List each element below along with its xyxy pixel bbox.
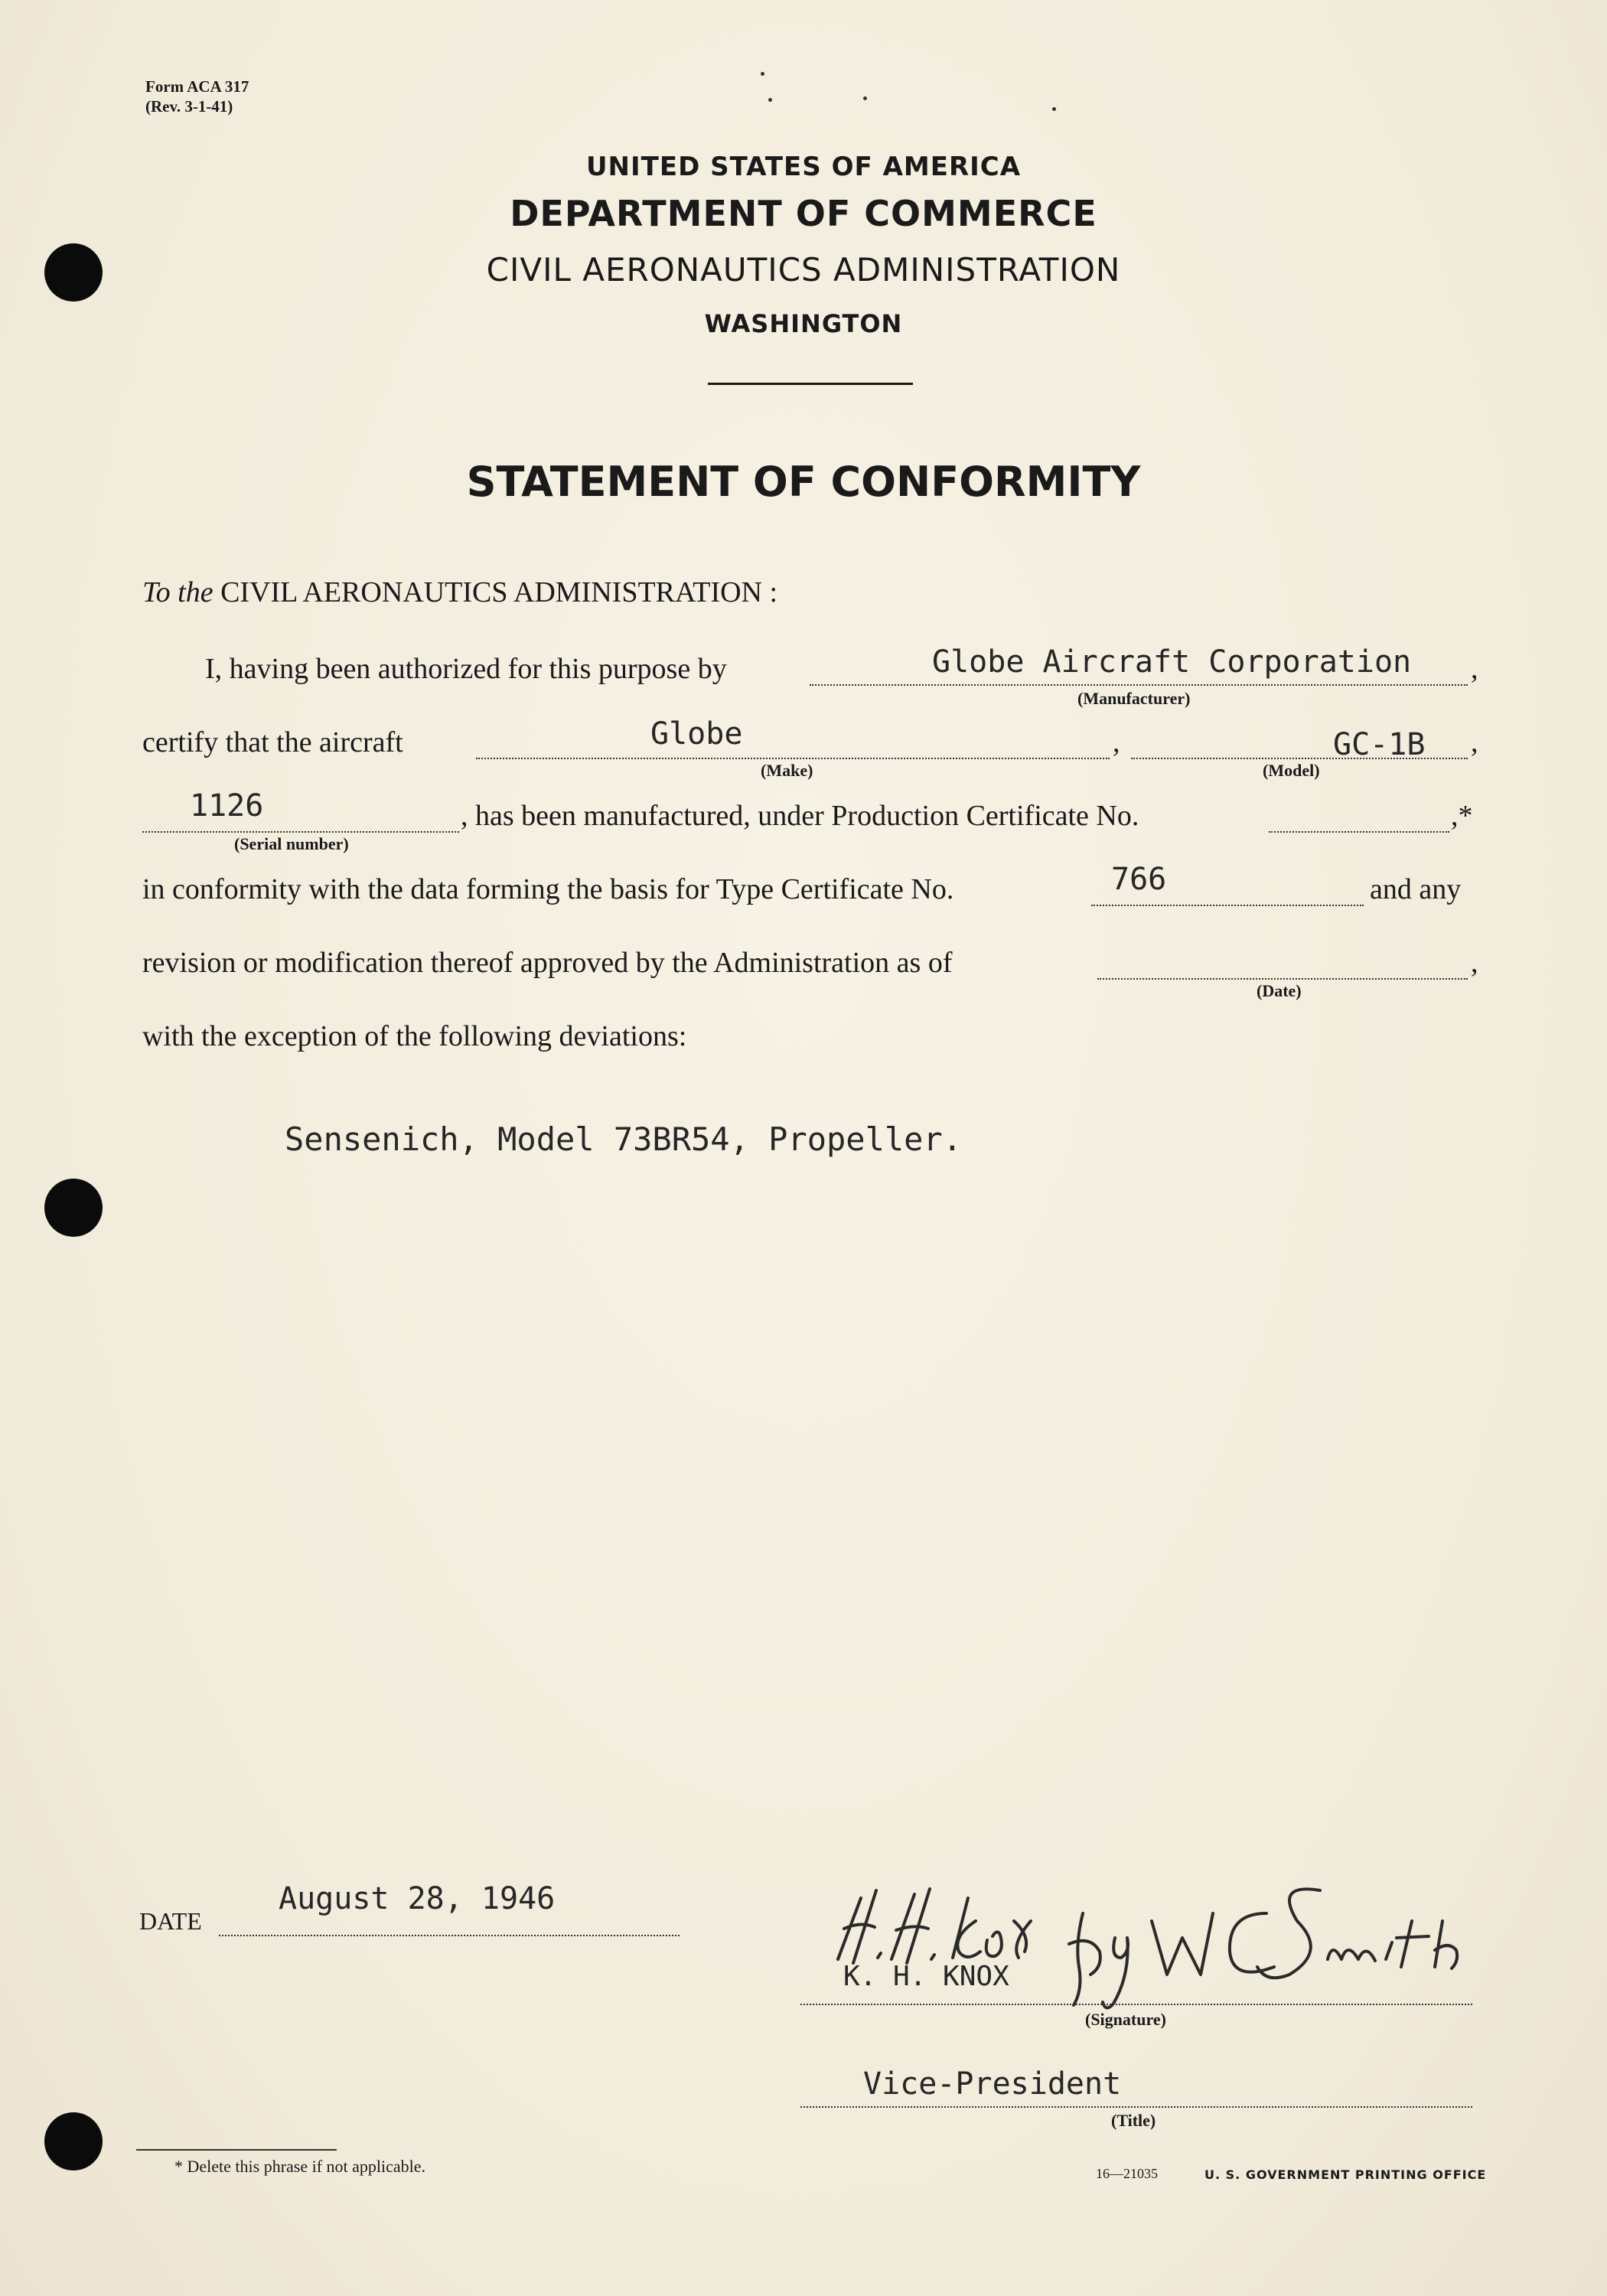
signer-typed-name: K. H. KNOX: [843, 1961, 1009, 1992]
printer-name: U. S. GOVERNMENT PRINTING OFFICE: [1204, 2167, 1487, 2182]
header-administration: CIVIL AERONAUTICS ADMINISTRATION: [486, 251, 1121, 289]
footnote-rule: [136, 2149, 337, 2151]
body-line-4: in conformity with the data forming the basis for Type Certificate No.: [142, 873, 954, 905]
manufacturer-caption: (Manufacturer): [1077, 689, 1191, 708]
header-city: WASHINGTON: [704, 309, 903, 338]
footnote: * Delete this phrase if not applicable.: [174, 2157, 426, 2176]
body-line-3: , has been manufactured, under Production Certificate No.: [461, 800, 1139, 832]
make-field-line: [476, 758, 1110, 759]
speck: [863, 96, 867, 100]
comma-asterisk: ,*: [1451, 800, 1473, 832]
body-line-1: I, having been authorized for this purpose by: [205, 653, 727, 685]
title-field-line: [800, 2106, 1472, 2108]
header-department: DEPARTMENT OF COMMERCE: [510, 193, 1097, 234]
punch-hole-middle: [44, 1179, 103, 1237]
print-code: 16—21035: [1096, 2166, 1158, 2181]
header-country: UNITED STATES OF AMERICA: [585, 152, 1022, 182]
speck: [768, 98, 772, 102]
body-line-4-tail: and any: [1370, 873, 1462, 905]
header-rule: [708, 383, 913, 385]
serial-value: 1126: [190, 788, 264, 823]
punch-hole-bottom: [44, 2112, 103, 2170]
comma: ,: [1471, 726, 1478, 758]
signature-field-line: [800, 2004, 1472, 2005]
make-value: Globe: [650, 716, 743, 752]
make-caption: (Make): [761, 761, 813, 780]
form-number-block: [145, 77, 249, 116]
salutation-to: To the: [142, 576, 214, 608]
body-line-5: revision or modification thereof approved by the Administration as of: [142, 947, 953, 979]
deviations-value: Sensenich, Model 73BR54, Propeller.: [285, 1120, 963, 1158]
model-value: GC-1B: [1333, 727, 1426, 762]
signature-caption: (Signature): [1085, 2010, 1166, 2029]
date-field-line: [219, 1935, 680, 1936]
comma: ,: [1471, 947, 1478, 979]
body-line-6: with the exception of the following deviations:: [142, 1020, 687, 1052]
body-line-2: certify that the aircraft: [142, 726, 403, 758]
comma: ,: [1471, 653, 1478, 685]
salutation-addressee: CIVIL AERONAUTICS ADMINISTRATION :: [220, 576, 778, 608]
form-revision: (Rev. 3-1-41): [145, 97, 233, 116]
speck: [761, 72, 764, 76]
signature-image: [830, 1867, 1504, 2020]
speck: [1052, 107, 1056, 111]
title-caption: (Title): [1111, 2111, 1156, 2130]
approval-date-field-line: [1097, 978, 1468, 980]
document-title: STATEMENT OF CONFORMITY: [466, 458, 1141, 506]
manufacturer-field-line: [810, 684, 1468, 686]
date-value: August 28, 1946: [279, 1881, 556, 1916]
model-caption: (Model): [1263, 761, 1320, 780]
serial-field-line: [142, 831, 459, 833]
type-certificate-value: 766: [1111, 862, 1167, 897]
comma: ,: [1113, 726, 1120, 758]
signer-title-value: Vice-President: [863, 2066, 1122, 2102]
production-certificate-field-line: [1269, 831, 1449, 833]
form-number: Form ACA 317: [145, 77, 249, 96]
date-caption: (Date): [1257, 981, 1302, 1000]
salutation: [142, 576, 777, 609]
type-certificate-field-line: [1091, 905, 1364, 906]
date-label: DATE: [139, 1907, 202, 1935]
manufacturer-value: Globe Aircraft Corporation: [932, 644, 1412, 680]
serial-caption: (Serial number): [234, 834, 349, 853]
